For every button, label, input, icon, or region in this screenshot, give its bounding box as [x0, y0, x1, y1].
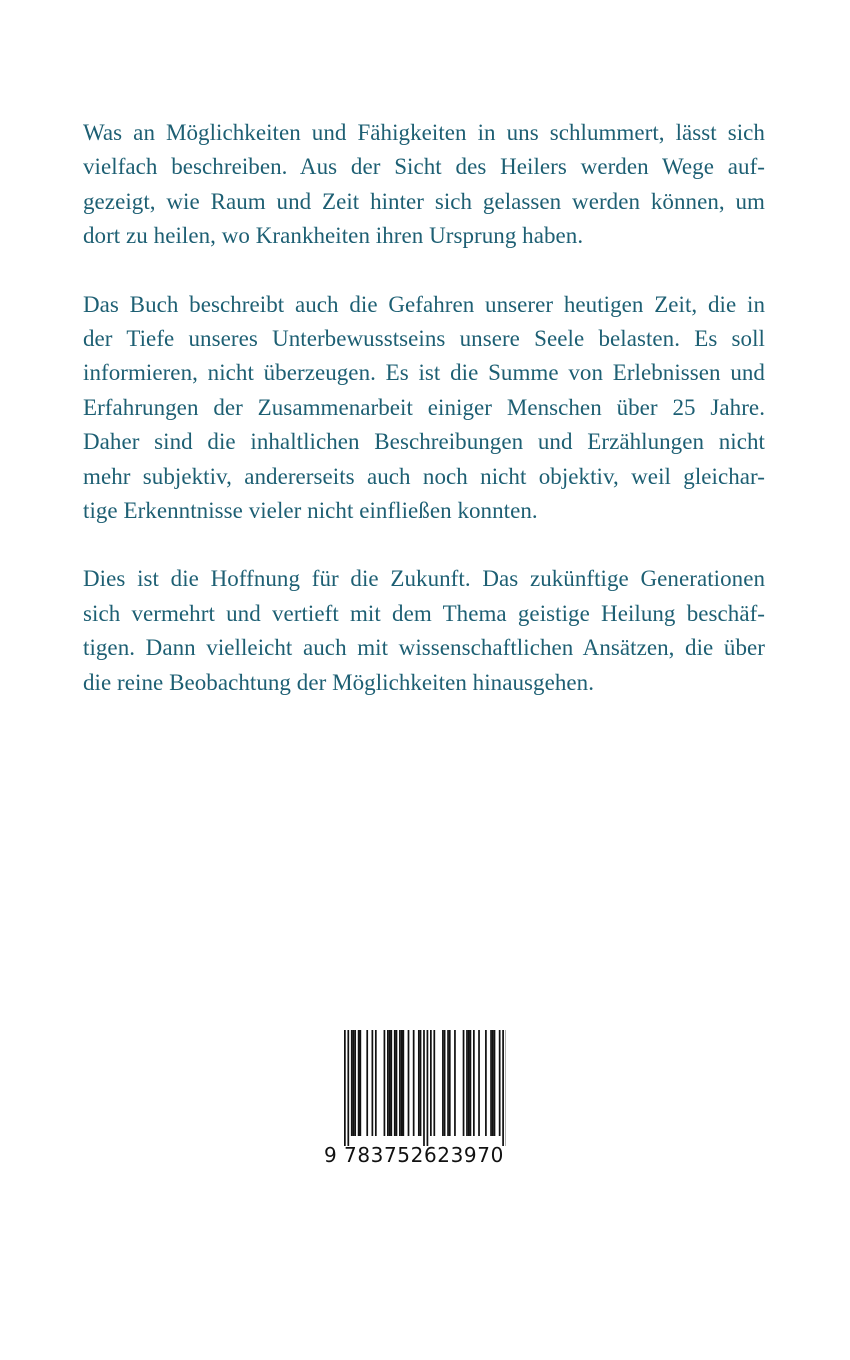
barcode-bar [478, 1030, 480, 1136]
barcode-bar [468, 1030, 470, 1136]
barcode-bars [322, 1030, 506, 1148]
paragraph-line: informieren, nicht überzeugen. Es ist die Summe von Erlebnissen und [83, 360, 765, 386]
barcode-bar [466, 1030, 468, 1136]
barcode-bar [499, 1030, 501, 1136]
barcode-bar [375, 1030, 377, 1136]
barcode-bar [354, 1030, 356, 1136]
barcode-bar [401, 1030, 403, 1136]
barcode-bar [444, 1030, 446, 1136]
paragraph-line: vielfach beschreiben. Aus der Sicht des Heilers werden Wege auf- [83, 154, 765, 180]
barcode-guard-bar [502, 1030, 504, 1146]
barcode-bar [492, 1030, 494, 1136]
barcode-bar [396, 1030, 398, 1136]
barcode-guard-bar [427, 1030, 429, 1146]
barcode-digit-prefix: 9 [324, 1143, 338, 1167]
barcode-bar [353, 1030, 355, 1136]
paragraph-line: dort zu heilen, wo Krankheiten ihren Ursprung haben. [83, 223, 584, 249]
barcode-bar [470, 1030, 472, 1136]
barcode-bar [399, 1030, 401, 1136]
barcode-bar [387, 1030, 389, 1136]
barcode-bar [433, 1030, 435, 1136]
barcode-bar [494, 1030, 496, 1136]
barcode-bar [447, 1030, 449, 1136]
paragraph-line: Das Buch beschreibt auch die Gefahren unserer heutigen Zeit, die in [83, 291, 765, 317]
paragraph-line: tige Erkenntnisse vieler nicht einfließen konnten. [83, 498, 538, 524]
blurb-paragraph-2 [83, 288, 765, 529]
barcode-bar [402, 1030, 404, 1136]
paragraph-line: mehr subjektiv, andererseits auch noch nicht objektiv, weil gleichar- [83, 463, 765, 489]
paragraph-line: gezeigt, wie Raum und Zeit hinter sich gelassen werden können, um [83, 188, 765, 214]
paragraph-line: Erfahrungen der Zusammenarbeit einiger Menschen über 25 Jahre. [83, 394, 765, 420]
paragraph-line: sich vermehrt und vertieft mit dem Thema geistige Heilung beschäf- [83, 600, 765, 626]
barcode-bar [420, 1030, 422, 1136]
paragraph-line: die reine Beobachtung der Möglichkeiten hinausgehen. [83, 669, 594, 695]
barcode-bar [394, 1030, 396, 1136]
paragraph-line: Daher sind die inhaltlichen Beschreibungen und Erzählungen nicht [83, 429, 765, 455]
barcode-bar [351, 1030, 353, 1136]
barcode-digits-main: 783752623970 [344, 1143, 504, 1167]
barcode-bar [390, 1030, 392, 1136]
blurb-paragraph-1 [83, 116, 765, 254]
barcode-bar [485, 1030, 487, 1136]
paragraph-line: der Tiefe unseres Unterbewusstseins unsere Seele belasten. Es soll [83, 326, 765, 352]
barcode-bar [384, 1030, 386, 1136]
barcode-bar [442, 1030, 444, 1136]
barcode-number [322, 1142, 506, 1168]
barcode-bar [389, 1030, 391, 1136]
barcode-bar [454, 1030, 456, 1136]
paragraph-line: Dies ist die Hoffnung für die Zukunft. Das zukünftige Generationen [83, 566, 765, 592]
barcode-bar [372, 1030, 374, 1136]
barcode-bar [463, 1030, 465, 1136]
barcode-guard-bar [347, 1030, 349, 1146]
barcode-bar [358, 1030, 360, 1136]
barcode-bar [490, 1030, 492, 1136]
paragraph-line: tigen. Dann vielleicht auch mit wissenschaftlichen Ansätzen, die über [83, 635, 765, 661]
barcode-guard-bar [344, 1030, 346, 1146]
paragraph-line: Was an Möglichkeiten und Fähigkeiten in uns schlummert, lässt sich [83, 120, 765, 145]
blurb-paragraph-3 [83, 562, 765, 700]
blurb-text [83, 116, 765, 734]
barcode-bar [473, 1030, 475, 1136]
barcode-bar [408, 1030, 410, 1136]
barcode-bar [418, 1030, 420, 1136]
barcode-bar [449, 1030, 451, 1136]
barcode-bar [366, 1030, 368, 1136]
barcode-bar [430, 1030, 432, 1136]
barcode-bar [413, 1030, 415, 1136]
barcode-guard-bar [423, 1030, 425, 1146]
isbn-barcode [322, 1030, 506, 1170]
barcode-bar [359, 1030, 361, 1136]
